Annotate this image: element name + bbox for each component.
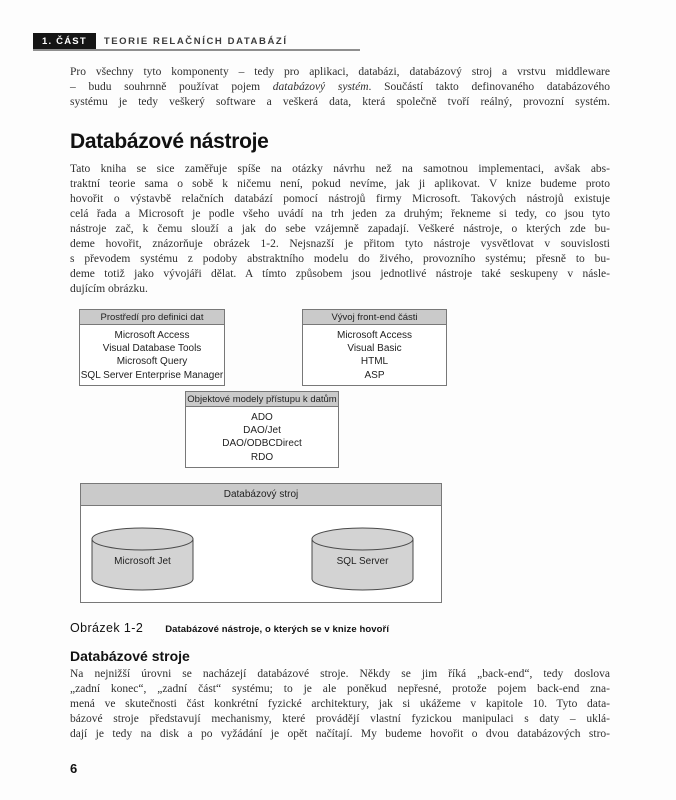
cylinder-sql-server [311,527,414,591]
box-frontend-dev [302,309,447,386]
cylinder-microsoft-jet [91,527,194,591]
box-database-engine [80,483,442,603]
text-line: Tato kniha se sice zaměřuje spíše na otázky návrhu než na samotnou implementaci, avšak abs- [70,163,610,175]
text-line: Na nejnižší úrovni se nacházejí databázové stroje. Někdy se jim říká „back-end“, tedy doslova [70,668,610,680]
box-item: ASP [364,369,385,381]
box-item-list [303,325,446,385]
box-title: Objektové modely přístupu k datům [187,394,337,405]
text-line [70,80,610,95]
engines-paragraph [70,667,610,742]
box-item: DAO/Jet [243,425,281,437]
cylinder-label: Microsoft Jet [114,556,171,567]
text-segment: – budu souhrnně používat pojem [70,81,273,93]
box-item: Microsoft Access [336,330,413,341]
box-item: DAO/ODBCDirect [222,438,302,450]
page-content [70,65,610,776]
text-segment: . Součástí takto definovaného databázového [368,81,610,93]
text-line: systému je tedy veškerý software a veškerá data, která společně tvoří reálný, provozní systém. [70,96,610,108]
section-heading-engines: Databázové stroje [70,648,190,664]
box-data-definition [79,309,225,386]
intro-paragraph [70,65,610,110]
box-title: Prostředí pro definici dat [80,310,224,325]
box-item: RDO [250,451,274,463]
text-line: dají je tedy na disk a po vyžádání je opět načítají. My budeme hovořit o dvou databázových stro- [70,728,610,740]
text-line: dujícím obrázku. [70,283,148,295]
text-line: bázové stroje představují mechanismy, které provádějí vlastní fyzickou manipulaci s daty – uklá- [70,713,610,725]
box-object-models [185,391,339,468]
section-heading-tools: Databázové nástroje [70,130,269,153]
box-item: Visual Basic [347,343,402,355]
box-item-list [186,407,338,467]
figure-label: Obrázek 1-2 [70,621,144,635]
text-line: s převodem systému z podoby abstraktního modelu do živého, provozního systému; přesně to bu- [70,253,610,265]
figure-caption-text: Databázové nástroje, o kterých se v knize hovoří [165,624,390,635]
box-item-list [80,325,224,385]
text-line: celá řada a Microsoft je podle všeho uvádí na trh jeden za druhým; řekneme si tedy, co jsou tyto [70,208,610,220]
running-head [33,33,360,51]
tools-diagram [70,306,610,606]
box-item: Visual Database Tools [102,343,202,355]
text-line: traktní teorie sama o sobě k ničemu není, pokud nevíme, jak ji aplikovat. V knize budeme proto [70,178,610,190]
box-item: Microsoft Access [114,330,190,341]
part-title: TEORIE RELAČNÍCH DATABÁZÍ [103,36,288,47]
box-title: Vývoj front-end části [303,310,446,325]
text-line: nástroje zač, k čemu slouží a jak do sebe vzájemně zapadají. Veškeré nástroje, o kterých zde bu- [70,223,610,235]
tools-paragraph [70,162,610,297]
box-item: SQL Server Enterprise Manager [80,369,224,381]
engine-box-title: Databázový stroj [81,484,441,506]
part-number-badge: 1. ČÁST [33,33,96,49]
text-line: Pro všechny tyto komponenty – tedy pro aplikaci, databázi, databázový stroj a vrstvu middleware [70,66,610,78]
text-line: deme totiž jako vývojáři dělat. A tímto způsobem jsou jednotlivé nástroje také seskupeny v násle- [70,268,610,280]
page-number: 6 [70,761,78,776]
text-line: hovořit o výstavbě relačních databází pomocí nástrojů firmy Microsoft. Takových nástrojů existuje [70,193,610,205]
cylinder-label: SQL Server [336,556,389,567]
figure-caption [70,621,610,635]
box-item: Microsoft Query [116,356,188,368]
box-item: HTML [360,356,389,368]
text-line: mená ve skutečnosti část konkrétní fyzické architektury, jak si ukážeme v kapitole 10. Tyto data- [70,698,610,710]
box-item: ADO [251,412,273,423]
italic-term: databázový systém [272,81,369,93]
text-line: „zadní konec“, „zadní část“ systému; to je ale poněkud nepřesné, protože pojem back-end zna- [70,683,610,695]
text-line: deme hovořit, znázorňuje obrázek 1-2. Nejsnazší je přitom tyto nástroje vysvětlovat v souvislosti [70,238,610,250]
